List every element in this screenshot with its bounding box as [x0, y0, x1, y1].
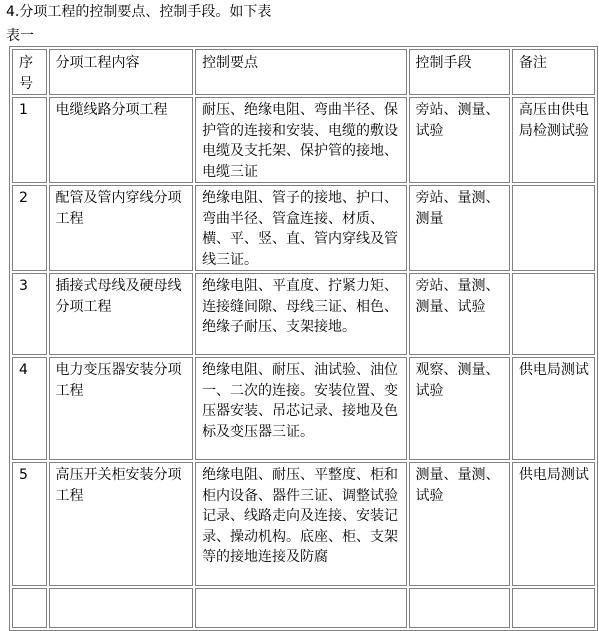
cell-item: 配管及管内穿线分项工程: [49, 185, 194, 271]
header-item: 分项工程内容: [49, 49, 194, 95]
table-row: [12, 462, 595, 586]
table-row: [12, 273, 595, 355]
header-means: 控制手段: [409, 49, 510, 95]
cell-no: 4: [12, 357, 47, 460]
cell-item: 电缆线路分项工程: [49, 97, 194, 183]
cell-means: 旁站、量测、测量: [409, 185, 510, 271]
table-row: [12, 185, 595, 271]
header-note: 备注: [512, 49, 595, 95]
section-heading: 4.分项工程的控制要点、控制手段。如下表: [6, 4, 272, 20]
cell-points: 绝缘电阻、平直度、拧紧力矩、连接缝间隙、母线三证、相色、绝缘子耐压、支架接地。: [195, 273, 406, 355]
cell-note: 供电局测试: [512, 357, 595, 460]
cell-item: 高压开关柜安装分项工程: [49, 462, 194, 586]
header-no: 序号: [12, 49, 47, 95]
cell-no: [12, 588, 47, 628]
table-row-partial: [12, 588, 595, 628]
table-header-row: [12, 49, 595, 95]
table-caption: 表一: [6, 28, 34, 44]
cell-no: 1: [12, 97, 47, 183]
cell-means: 观察、测量、试验: [409, 357, 510, 460]
cell-means: 测量、量测、试验: [409, 462, 510, 586]
header-points: 控制要点: [195, 49, 406, 95]
cell-item: 插接式母线及硬母线分项工程: [49, 273, 194, 355]
cell-no: 2: [12, 185, 47, 271]
cell-points: 绝缘电阻、管子的接地、护口、弯曲半径、管盒连接、材质、横、平、竖、直、管内穿线及管线三证。: [195, 185, 406, 271]
cell-item: 电力变压器安装分项工程: [49, 357, 194, 460]
cell-points: 绝缘电阻、耐压、油试验、油位一、二次的连接。安装位置、变压器安装、吊芯记录、接地及色标及变压器三证。: [195, 357, 406, 460]
cell-points: 绝缘电阻、耐压、平整度、柜和柜内设备、器件三证、调整试验记录、线路走向及连接、安装记录、操动机构。底座、柜、支架等的接地连接及防腐: [195, 462, 406, 586]
table-row: [12, 357, 595, 460]
cell-means: [409, 588, 510, 628]
cell-note: 供电局测试: [512, 462, 595, 586]
cell-points: 耐压、绝缘电阻、弯曲半径、保护管的连接和安装、电缆的敷设电缆及支托架、保护管的接地、电缆三证: [195, 97, 406, 183]
cell-means: 旁站、量测、测量、试验: [409, 273, 510, 355]
cell-item: [49, 588, 194, 628]
control-points-table: [9, 46, 598, 631]
cell-points: [195, 588, 406, 628]
table-row: [12, 97, 595, 183]
cell-note: 高压由供电局检测试验: [512, 97, 595, 183]
cell-note: [512, 185, 595, 271]
cell-note: [512, 588, 595, 628]
cell-means: 旁站、测量、试验: [409, 97, 510, 183]
cell-no: 3: [12, 273, 47, 355]
cell-note: [512, 273, 595, 355]
cell-no: 5: [12, 462, 47, 586]
